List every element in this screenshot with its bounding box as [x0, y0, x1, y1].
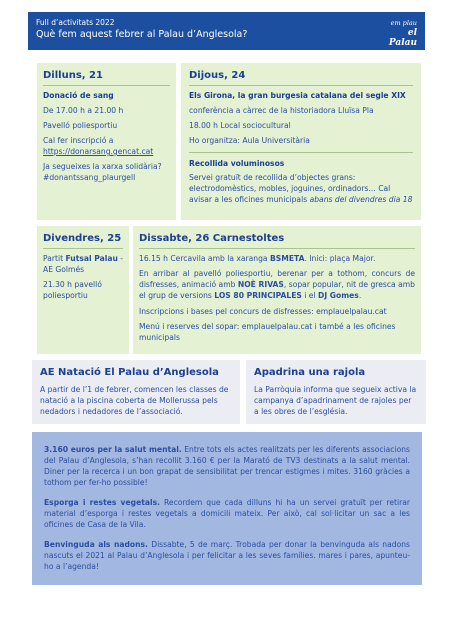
news-nadons-title: Benvinguda als nadons.: [44, 540, 148, 549]
dijous-event2: Recollida voluminosos: [189, 159, 285, 168]
dijous-line3: Ho organitza: Aula Universitària: [189, 136, 310, 145]
header-banner: [28, 12, 425, 50]
dijous-line2: 18.00 h Local sociocultural: [189, 121, 291, 130]
dijous-desc2: [189, 172, 413, 205]
apadrina-text: La Parròquia informa que segueix activa la campanya d’apadrinament de rajoles per a les obres de l’església.: [254, 385, 417, 416]
news-esporga: [44, 497, 410, 530]
ae-natacio-text: A partir de l’1 de febrer, comencen les classes de natació a la piscina coberta de Mollerussa pels nedadors i nedadores de l’associació.: [40, 385, 229, 416]
news-salut-mental-body: Entre tots els actes realitzats per les diferents associacions del Palau d’Anglesola, s’han recollit 3.160 € per la Marató de TV3 destinats a la salut mental. Diner per la recerca i un bon grapat de sensibilitat per trencar estigmes i mites. 3160 gràcies a tothom per fer-ho possible!: [44, 445, 410, 487]
dissabte-day: Dissabte, 26 Carnestoltes: [139, 233, 285, 244]
donarsang-link[interactable]: https://donarsang.gencat.cat: [43, 147, 154, 156]
divendres-match: [43, 253, 123, 275]
dissabte-p1: [139, 253, 415, 264]
dilluns-box: [37, 63, 176, 220]
divendres-time-place: 21.30 h pavelló poliesportiu: [43, 280, 102, 300]
divendres-box: [37, 226, 129, 354]
dijous-desc2-deadline: abans del divendres dia 18: [309, 195, 413, 204]
dijous-box: [181, 63, 421, 220]
ae-natacio-title: AE Natació El Palau d’Anglesola: [40, 367, 219, 378]
ae-natacio-box: [32, 360, 240, 424]
dilluns-signup: Cal fer inscripció a: [43, 136, 114, 145]
em-plau-el-palau-logo: [379, 18, 417, 48]
header-title: Què fem aquest febrer al Palau d’Anglesola?: [36, 29, 248, 40]
dissabte-p1-a: 16.15 h Cercavila amb la xaranga: [139, 254, 271, 263]
apadrina-box: [246, 360, 426, 424]
dijous-desc2-part2: Cal avisar a les oficines municipals: [189, 184, 391, 204]
dissabte-p1-c: . Inici: plaça Major.: [304, 254, 376, 263]
dissabte-p2-c: , sopar popular, nit de gresca amb el grup de versions: [139, 280, 415, 300]
logo-bottom-text: el Palau: [388, 28, 417, 48]
dissabte-xaranga: BSMETA: [270, 254, 305, 263]
news-salut-mental: [44, 444, 410, 488]
dijous-desc2-part1: Servei gratuït de recollida d’objectes grans: electrodomèstics, mobles, joguines, ordinadors...: [189, 173, 376, 193]
news-esporga-title: Esporga i restes vegetals.: [44, 498, 161, 507]
news-esporga-body: Recordem que cada dilluns hi ha un servei gratuït per retirar material d’esporga i restes vegetals a domicili mateix. Per això, cal sol·licitar un sac a les oficines de Casa de la Vila.: [44, 498, 410, 529]
dissabte-p2-e: i el: [301, 291, 319, 300]
dissabte-p2-g: .: [358, 291, 362, 300]
dissabte-p3: Inscripcions i bases pel concurs de disfresses: emplauelpalau.cat: [139, 307, 387, 316]
dijous-day: Dijous, 24: [189, 70, 246, 81]
dissabte-dj: DJ Gomes: [318, 291, 359, 300]
dilluns-time: De 17.00 h a 21.00 h: [43, 106, 124, 115]
header-subtitle: Full d’activitats 2022: [36, 18, 115, 27]
divendres-day: Divendres, 25: [43, 233, 122, 244]
dijous-event: Els Girona, la gran burgesia catalana del segle XIX: [189, 91, 406, 100]
dijous-line1: conferència a càrrec de la historiadora Lluïsa Pla: [189, 106, 374, 115]
dissabte-band: LOS 80 PRINCIPALES: [214, 291, 302, 300]
dilluns-day: Dilluns, 21: [43, 70, 103, 81]
dissabte-p2: [139, 268, 415, 301]
apadrina-title: Apadrina una rajola: [254, 367, 366, 378]
dilluns-question: Ja segueixes la xarxa solidària?: [43, 162, 162, 171]
news-salut-mental-title: 3.160 euros per la salut mental.: [44, 445, 182, 454]
logo-top-text: em plau: [390, 19, 417, 27]
divendres-team: Futsal Palau: [65, 254, 118, 263]
divendres-opponent: - AE Golmés: [43, 254, 124, 274]
news-box: [32, 432, 422, 585]
news-nadons-body: Dissabte, 5 de març. Trobada per donar la benvinguda als nadons nascuts el 2021 al Palau d’Anglesola i per felicitar a les seves famílies. mares i pares, apunteu-ho a l’agenda!: [44, 540, 410, 571]
dissabte-p2-a: En arribar al pavelló poliesportiu, berenar per a tothom, concurs de disfresses, animació amb: [139, 269, 415, 289]
dissabte-box: [133, 226, 421, 354]
divendres-match-prefix: Partit: [43, 254, 66, 263]
dilluns-place: Pavelló poliesportiu: [43, 121, 118, 130]
dilluns-hashtag: #donantssang_plaurgell: [43, 173, 136, 182]
dissabte-animator: NOÈ RIVAS: [237, 280, 284, 289]
news-nadons: [44, 539, 410, 572]
dilluns-event: Donació de sang: [43, 91, 114, 100]
dissabte-p4: Menú i reserves del sopar: emplauelpalau.cat i també a les oficines municipals: [139, 322, 396, 342]
